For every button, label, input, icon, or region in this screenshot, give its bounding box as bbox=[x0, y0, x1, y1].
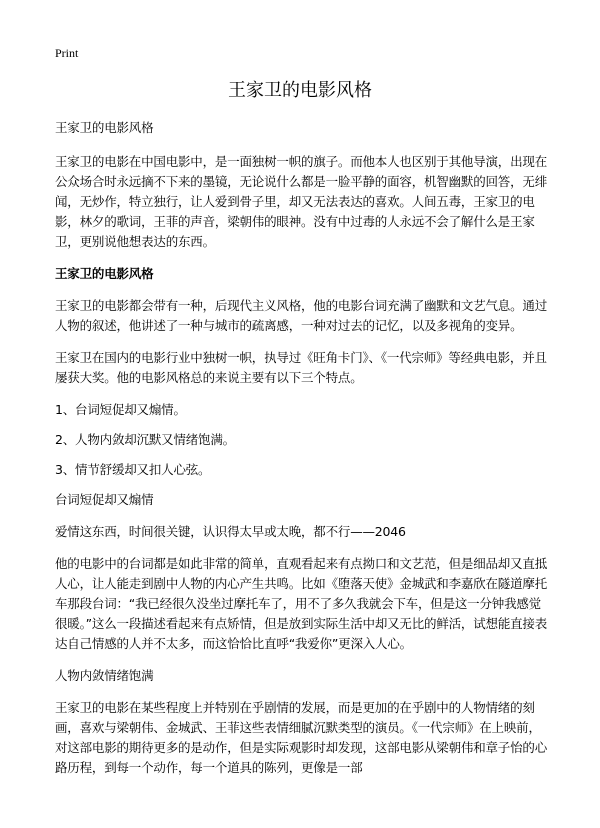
paragraph: 王家卫的电影在中国电影中，是一面独树一帜的旗子。而他本人也区别于其他导演，出现在公众场合时永远摘不下来的墨镜，无论说什么都是一脸平静的面容，机智幽默的回答，无绯闻，无炒作，特立独行，让人爱到骨子里，却又无法表达的喜欢。人间五毒，王家卫的电影，林夕的歌词，王菲的声音，梁朝伟的眼神。没有中过毒的人永远不会了解什么是王家卫，更别说他想表达的东西。 bbox=[55, 154, 548, 249]
paragraph: 王家卫的电影都会带有一种，后现代主义风格，他的电影台词充满了幽默和文艺气息。通过人物的叙述，他讲述了一种与城市的疏离感，一种对过去的记忆，以及多视角的变异。 bbox=[55, 298, 548, 333]
quote-line: 爱情这东西，时间很关键，认识得太早或太晚，都不行——2046 bbox=[55, 524, 406, 539]
article-body bbox=[55, 118, 552, 778]
section-heading: 台词短促却又煽情 bbox=[55, 492, 154, 507]
paragraph: 王家卫的电影在某些程度上并特别在乎剧情的发展，而是更加的在乎剧中的人物情绪的刻画，喜欢与梁朝伟、金城武、王菲这些表情细腻沉默类型的演员。《一代宗师》在上映前，对这部电影的期待更多的是动作，但是实际观影时却发现，这部电影从梁朝伟和章子怡的心路历程，到每一个动作，每一个道具的陈列，更像是一部 bbox=[55, 700, 548, 775]
paragraph: 王家卫在国内的电影行业中独树一帜，执导过《旺角卡门》、《一代宗师》等经典电影，并且屡获大奖。他的电影风格总的来说主要有以下三个特点。 bbox=[55, 350, 547, 385]
print-label: Print bbox=[55, 46, 79, 60]
section-heading: 王家卫的电影风格 bbox=[55, 120, 154, 135]
section-heading: 人物内敛情绪饱满 bbox=[55, 668, 154, 683]
paragraph: 他的电影中的台词都是如此非常的简单，直观看起来有点拗口和文艺范，但是细品却又直抵人心，让人能走到剧中人物的内心产生共鸣。比如《堕落天使》金城武和李嘉欣在隧道摩托车那段台词：“我已经很久没坐过摩托车了，用不了多久我就会下车，但是这一分钟我感觉很暖。”这么一段描述看起来有点矫情，但是放到实际生活中却又无比的鲜活，试想能直接表达自己情感的人并不太多，而这恰恰比直呼“我爱你”更深入人心。 bbox=[55, 556, 548, 651]
list-item: 2、人物内敛却沉默又情绪饱满。 bbox=[55, 432, 235, 447]
page-title: 王家卫的电影风格 bbox=[228, 80, 372, 101]
section-heading: 王家卫的电影风格 bbox=[55, 266, 154, 281]
list-item: 3、情节舒缓却又扣人心弦。 bbox=[55, 462, 211, 477]
list-item: 1、台词短促却又煽情。 bbox=[55, 402, 186, 417]
